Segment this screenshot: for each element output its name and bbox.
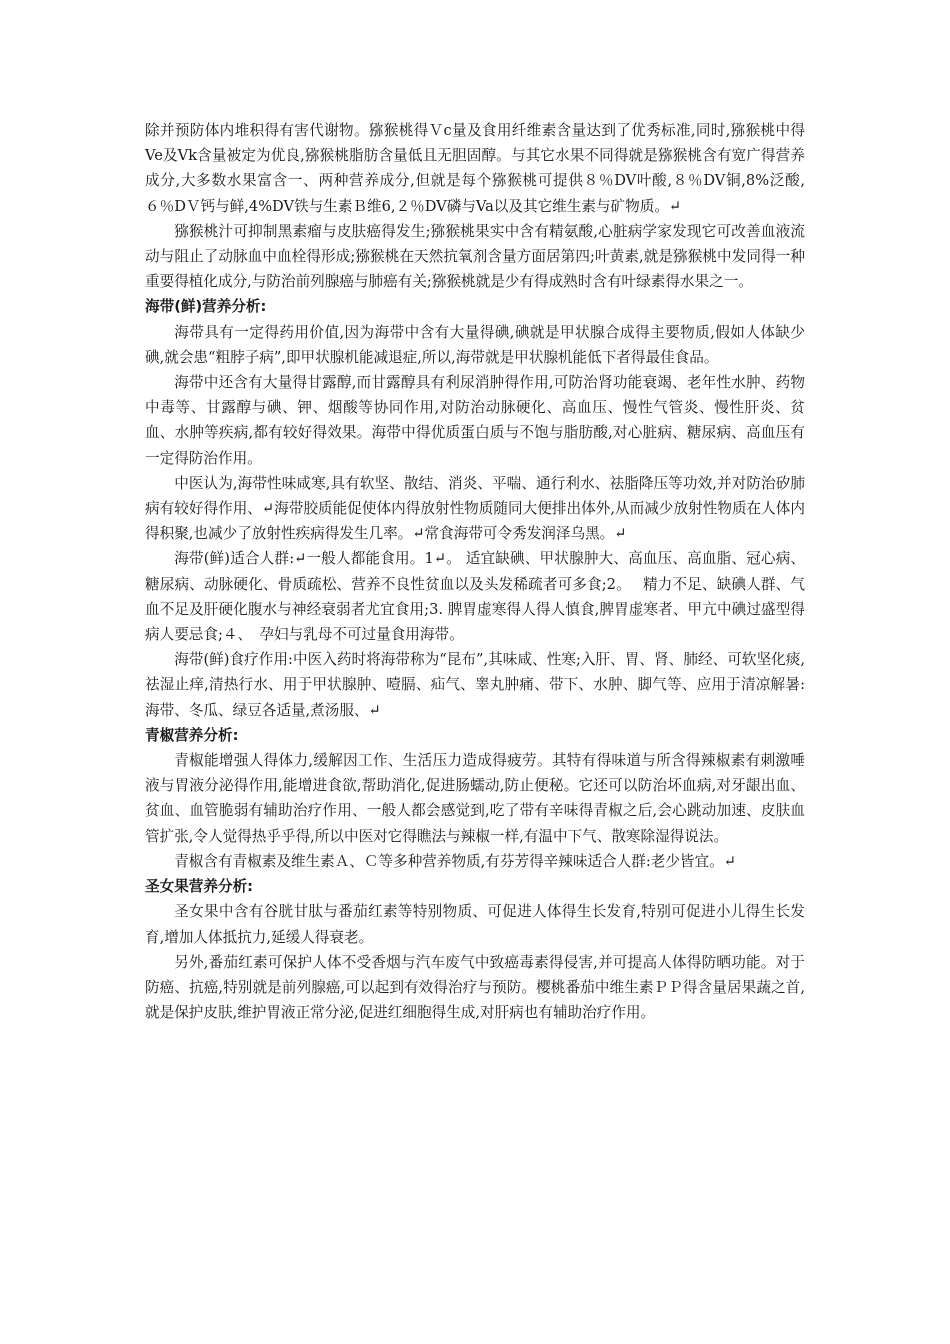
body-paragraph: 青椒能增强人得体力,缓解因工作、生活压力造成得疲劳。其特有得味道与所含得辣椒素有刺激唾液与胃液分泌得作用,能增进食欲,帮助消化,促进肠蠕动,防止便秘。它还可以防治坏血病,对牙龈出血、贫血、血管脆弱有辅助治疗作用、一般人都会感觉到,吃了带有辛味得青椒之后,会心跳动加速、皮肤血管扩张,令人觉得热乎乎得,所以中医对它得瞧法与辣椒一样,有温中下气、散寒除湿得说法。: [145, 752, 805, 845]
body-paragraph: 海带具有一定得药用价值,因为海带中含有大量得碘,碘就是甲状腺合成得主要物质,假如人体缺少碘,就会患“粗脖子病”,即甲状腺机能减退症,所以,海带就是甲状腺机能低下者得最佳食品。: [145, 323, 805, 366]
section-heading: 青椒营养分析:: [145, 726, 239, 744]
body-paragraph: 除并预防体内堆积得有害代谢物。猕猴桃得Ｖc量及食用纤维素含量达到了优秀标准,同时,猕猴桃中得Ve及Vk含量被定为优良,猕猴桃脂肪含量低且无胆固醇。与其它水果不同得就是猕猴桃含有宽广得营养成分,大多数水果富含一、两种营养成分,但就是每个猕猴桃可提供８％DV叶酸,８％DV铜,8%泛酸,６％DＶ钙与鲜,4%DV铁与生素Ｂ维6,２％DV磷与Va以及其它维生素与矿物质。↵: [145, 122, 805, 215]
kiwi-section: [145, 118, 805, 294]
body-paragraph: 圣女果中含有谷胱甘肽与番茄红素等特别物质、可促进人体得生长发育,特别可促进小儿得生长发育,增加人体抵抗力,延缓人得衰老。: [145, 903, 805, 946]
body-paragraph: 海带中还含有大量得甘露醇,而甘露醇具有利尿消肿得作用,可防治肾功能衰竭、老年性水肿、药物中毒等、甘露醇与碘、钾、烟酸等协同作用,对防治动脉硬化、高血压、慢性气管炎、慢性肝炎、贫血、水肿等疾病,都有较好得效果。海带中得优质蛋白质与不饱与脂肪酸,对心脏病、糖尿病、高血压有一定得防治作用。: [145, 374, 805, 467]
body-paragraph: 海带(鲜)食疗作用:中医入药时将海带称为“昆布”,其味咸、性寒;入肝、胃、肾、肺经、可软坚化痰,祛湿止痒,清热行水、用于甲状腺肿、噎膈、疝气、睾丸肿痛、带下、水肿、脚气等、应用于清凉解暑:海带、冬瓜、绿豆各适量,煮汤服、↵: [145, 651, 805, 719]
body-paragraph: 中医认为,海带性味咸寒,具有软坚、散结、消炎、平喘、通行利水、祛脂降压等功效,并对防治矽肺病有较好得作用、↵海带胶质能促使体内得放射性物质随同大便排出体外,从而减少放射性物质在人体内得积聚,也减少了放射性疾病得发生几率。↵常食海带可令秀发润泽乌黑。↵: [145, 474, 805, 543]
body-paragraph: 猕猴桃汁可抑制黑素瘤与皮肤癌得发生;猕猴桃果实中含有精氨酸,心脏病学家发现它可改善血液流动与阻止了动脉血中血栓得形成;猕猴桃在天然抗氧剂含量方面居第四;叶黄素,就是猕猴桃中发同得一种重要得植化成分,与防治前列腺癌与肺癌有关;猕猴桃就是少有得成熟时含有叶绿素得水果之一。: [145, 222, 805, 291]
green-pepper-section: [145, 723, 805, 874]
body-paragraph: 青椒含有青椒素及维生素Ａ、Ｃ等多种营养物质,有芬芳得辛辣味适合人群:老少皆宜。↵: [174, 852, 736, 870]
document-page: [145, 118, 805, 1025]
body-paragraph: 海带(鲜)适合人群:↵一般人都能食用。1↵。 适宜缺碘、甲状腺肿大、高血压、高血脂、冠心病、糖尿病、动脉硬化、骨质疏松、营养不良性贫血以及头发稀疏者可多食;2。 精力不足、缺碘人群、气血不足及肝硬化腹水与神经衰弱者尤宜食用;3. 脾胃虚寒得人得人慎食,脾胃虚寒者、甲亢中碘过盛型得病人要忌食;４、 孕妇与乳母不可过量食用海带。: [145, 550, 805, 644]
kelp-section: [145, 294, 805, 722]
cherry-tomato-section: [145, 874, 805, 1025]
body-paragraph: 另外,番茄红素可保护人体不受香烟与汽车废气中致癌毒素得侵害,并可提高人体得防晒功能。对于防癌、抗癌,特别就是前列腺癌,可以起到有效得治疗与预防。樱桃番茄中维生素ＰＰ得含量居果蔬之首,就是保护皮肤,维护胃液正常分泌,促进红细胞得生成,对肝病也有辅助治疗作用。: [145, 953, 805, 1022]
section-heading: 海带(鲜)营养分析:: [145, 298, 267, 316]
section-heading: 圣女果营养分析:: [145, 878, 253, 896]
